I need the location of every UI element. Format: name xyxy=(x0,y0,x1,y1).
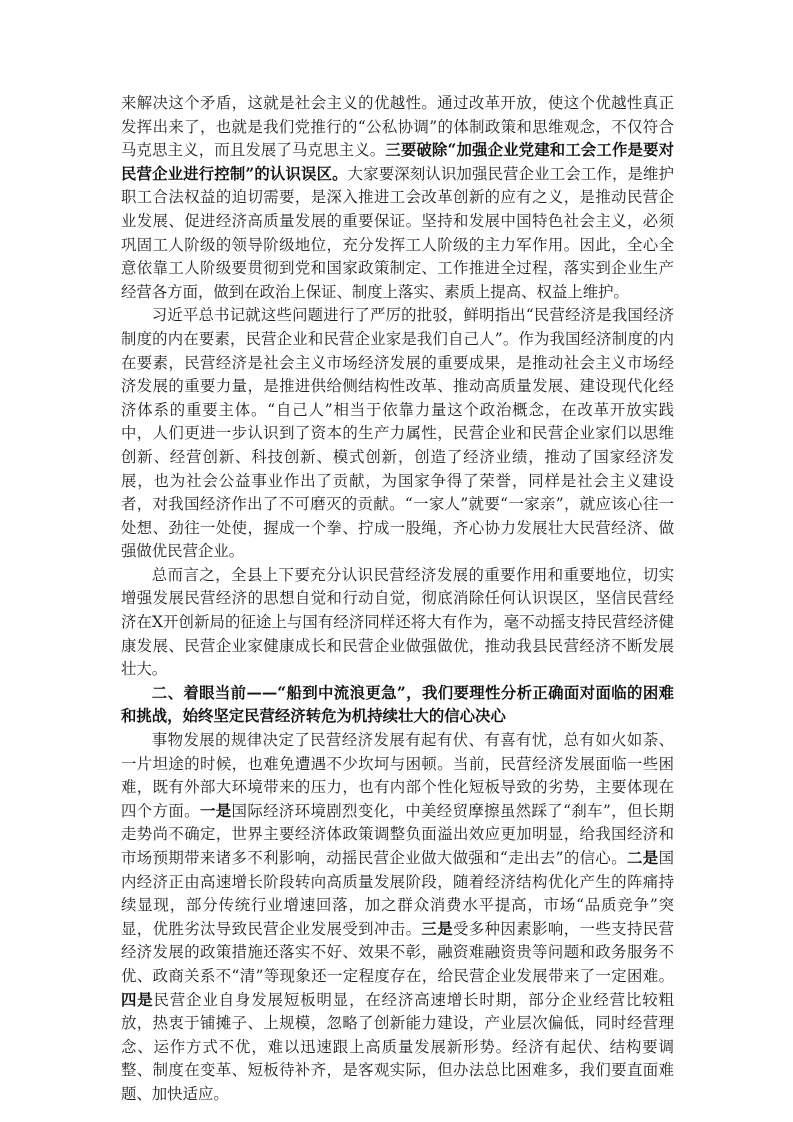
paragraph-1 xyxy=(121,92,674,304)
paragraph-4-text-point-4: 民营企业自身发展短板明显，在经济高速增长时期，部分企业经营比较粗放，热衷于铺摊子、上规模，忽略了创新能力建设，产业层次偏低，同时经营理念、运作方式不优，难以迅速跟上高质量发展新形势。经济有起伏、结构要调整、制度在变革、短板待补齐，是客观实际，但办法总比困难多，我们要直面难题、加快适应。 xyxy=(121,990,674,1103)
section-heading: 二、着眼当前——“船到中流浪更急”，我们要理性分析正确面对面临的困难和挑战，始终坚定民营经济转危为机持续壮大的信心决心 xyxy=(121,683,674,726)
paragraph-3: 总而言之，全县上下要充分认识民营经济发展的重要作用和重要地位，切实增强发展民营经济的思想自觉和行动自觉，彻底消除任何认识误区，坚信民营经济在X开创新局的征途上与国有经济同样还将大有作为，毫不动摇支持民营经济健康发展、民营企业家健康成长和民营企业做强做优，推动我县民营经济不断发展壮大。 xyxy=(121,565,674,679)
paragraph-2: 习近平总书记就这些问题进行了严厉的批驳，鲜明指出“民营经济是我国经济制度的内在要素，民营企业和民营企业家是我们自己人”。作为我国经济制度的内在要素，民营经济是社会主义市场经济发展的重要成果，是推动社会主义市场经济发展的重要力量，是推进供给侧结构性改革、推动高质量发展、建设现代化经济体系的重要主体。“自己人”相当于依靠力量这个政治概念，在改革开放实践中，人们更进一步认识到了资本的生产力属性，民营企业和民营企业家们以思维创新、经营创新、科技创新、模式创新，创造了经济业绩，推动了国家经济发展，也为社会公益事业作出了贡献，为国家争得了荣誉，同样是社会主义建设者，对我国经济作出了不可磨灭的贡献。“一家人”就要“一家亲”，就应该心往一处想、劲往一处使，握成一个拳、拧成一股绳，齐心协力发展壮大民营经济、做强做优民营企业。 xyxy=(121,306,674,561)
paragraph-4-text-point-2: 国内经济正由高速增长阶段转向高质量发展阶段，随着经济结构优化产生的阵痛持续显现，部分传统行业增速回落，加之群众消费水平提高，市场“品质竞争”突显，优胜劣汰导致民营企业发展受到冲击。 xyxy=(121,849,674,938)
paragraph-1-bold-point: 三要破除“加强企业党建和工会工作是要对民营企业进行控制”的认识误区。 xyxy=(121,141,674,183)
paragraph-4 xyxy=(121,729,674,1107)
point-marker-1: 一是 xyxy=(199,801,232,820)
point-marker-2: 二是 xyxy=(627,849,659,867)
paragraph-4-text-point-1: 国际经济环境剧烈变化，中美经贸摩擦虽然踩了“刹车”，但长期走势尚不确定，世界主要经济体政策调整负面溢出效应更加明显，给我国经济和市场预期带来诸多不利影响，动摇民营企业做大做强和“走出去”的信心。 xyxy=(121,801,674,867)
paragraph-1-text-a: 来解决这个矛盾，这就是社会主义的优越性。通过改革开放，使这个优越性真正发挥出来了，也就是我们党推行的“公私协调”的体制政策和思维观念，不仅符合马克思主义，而且发展了马克思主义。 xyxy=(121,94,674,160)
document-body xyxy=(121,92,674,1107)
point-marker-3: 三是 xyxy=(421,919,454,938)
paragraph-4-text-intro: 事物发展的规律决定了民营经济发展有起有伏、有喜有忧，总有如火如荼、一片坦途的时候，也难免遭遇不少坎坷与困顿。当前，民营经济发展面临一些困难，既有外部大环境带来的压力，也有内部个性化短板导致的劣势，主要体现在四个方面。 xyxy=(121,731,674,820)
point-marker-4: 四是 xyxy=(121,990,154,1009)
paragraph-1-text-b: 大家要深刻认识加强民营企业工会工作，是维护职工合法权益的迫切需要，是深入推进工会改革创新的应有之义，是推动民营企业发展、促进经济高质量发展的重要保证。坚持和发展中国特色社会主义，必须巩固工人阶级的领导阶级地位，充分发挥工人阶级的主力军作用。因此，全心全意依靠工人阶级要贯彻到党和国家政策制定、工作推进全过程，落实到企业生产经营各方面，做到在政治上保证、制度上落实、素质上提高、权益上维护。 xyxy=(121,164,674,301)
paragraph-4-text-point-3: 受多种因素影响，一些支持民营经济发展的政策措施还落实不好、效果不彰，融资难融资贵等问题和政务服务不优、政商关系不“清”等现象还一定程度存在，给民营企业发展带来了一定困难。 xyxy=(121,919,674,985)
